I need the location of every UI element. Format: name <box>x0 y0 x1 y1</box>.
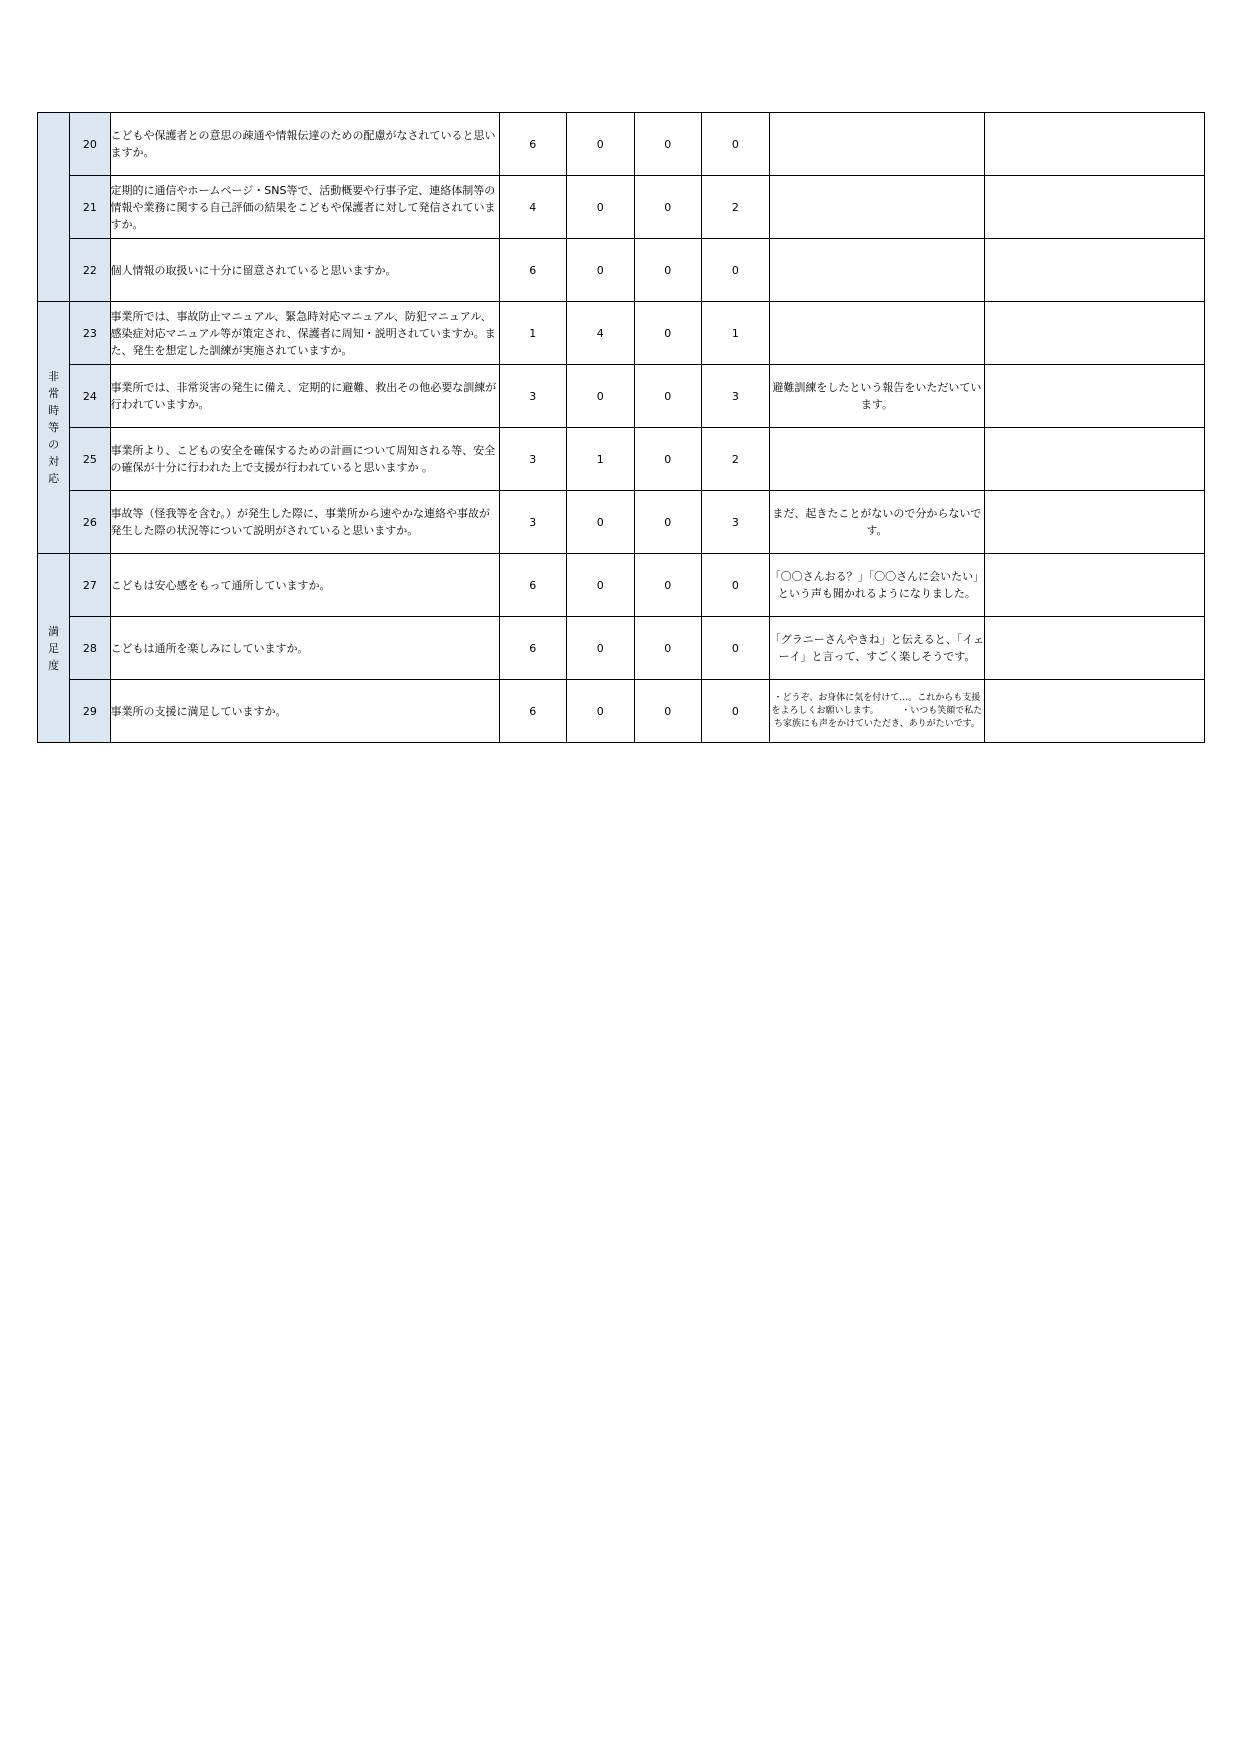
count-no: 0 <box>634 365 702 428</box>
table-row <box>38 491 1205 554</box>
facility-note <box>985 554 1205 617</box>
count-no: 0 <box>634 491 702 554</box>
question-number: 23 <box>70 302 110 365</box>
category-label: 非常時等の対応 <box>48 370 60 485</box>
count-neutral: 0 <box>567 113 635 176</box>
guardian-comment: 「グラニーさんやきね」と伝えると、「イェーイ」と言って、すごく楽しそうです。 <box>769 617 985 680</box>
count-unknown: 0 <box>702 617 770 680</box>
count-unknown: 2 <box>702 428 770 491</box>
count-no: 0 <box>634 239 702 302</box>
count-unknown: 0 <box>702 680 770 743</box>
question-number: 26 <box>70 491 110 554</box>
facility-note <box>985 680 1205 743</box>
facility-note <box>985 302 1205 365</box>
count-neutral: 0 <box>567 176 635 239</box>
count-no: 0 <box>634 428 702 491</box>
count-unknown: 2 <box>702 176 770 239</box>
table-row <box>38 680 1205 743</box>
count-neutral: 0 <box>567 239 635 302</box>
count-yes: 3 <box>499 428 567 491</box>
count-no: 0 <box>634 554 702 617</box>
count-unknown: 3 <box>702 491 770 554</box>
facility-note <box>985 428 1205 491</box>
count-yes: 1 <box>499 302 567 365</box>
count-neutral: 0 <box>567 554 635 617</box>
category-cell-previous <box>38 113 70 302</box>
guardian-comment <box>769 239 985 302</box>
question-text: 事業所では、事故防止マニュアル、緊急時対応マニュアル、防犯マニュアル、感染症対応マニュアル等が策定され、保護者に周知・説明されていますか。また、発生を想定した訓練が実施されていますか。 <box>110 302 499 365</box>
facility-note <box>985 617 1205 680</box>
table-row <box>38 302 1205 365</box>
count-yes: 3 <box>499 365 567 428</box>
question-text: こどもは安心感をもって通所していますか。 <box>110 554 499 617</box>
question-text: 個人情報の取扱いに十分に留意されていると思いますか。 <box>110 239 499 302</box>
question-text: 事業所では、非常災害の発生に備え、定期的に避難、救出その他必要な訓練が行われていますか。 <box>110 365 499 428</box>
count-no: 0 <box>634 617 702 680</box>
question-number: 21 <box>70 176 110 239</box>
count-unknown: 0 <box>702 554 770 617</box>
question-text: こどもや保護者との意思の疎通や情報伝達のための配慮がなされていると思いますか。 <box>110 113 499 176</box>
count-yes: 6 <box>499 554 567 617</box>
question-text: 事業所より、こどもの安全を確保するための計画について周知される等、安全の確保が十分に行われた上で支援が行われていると思いますか 。 <box>110 428 499 491</box>
facility-note <box>985 239 1205 302</box>
count-neutral: 4 <box>567 302 635 365</box>
question-number: 29 <box>70 680 110 743</box>
question-number: 22 <box>70 239 110 302</box>
count-yes: 6 <box>499 113 567 176</box>
table-row <box>38 428 1205 491</box>
question-number: 20 <box>70 113 110 176</box>
count-unknown: 0 <box>702 239 770 302</box>
category-emergency <box>38 302 70 554</box>
guardian-comment: ・どうぞ、お身体に気を付けて…。これからも支援をよろしくお願いします。 ・いつも笑顔で私たち家族にも声をかけていただき、ありがたいです。 <box>769 680 985 743</box>
guardian-comment <box>769 113 985 176</box>
guardian-comment: 避難訓練をしたという報告をいただいています。 <box>769 365 985 428</box>
guardian-comment <box>769 302 985 365</box>
guardian-comment: まだ、起きたことがないので分からないです。 <box>769 491 985 554</box>
facility-note <box>985 491 1205 554</box>
question-number: 27 <box>70 554 110 617</box>
facility-note <box>985 365 1205 428</box>
question-text: こどもは通所を楽しみにしていますか。 <box>110 617 499 680</box>
count-neutral: 1 <box>567 428 635 491</box>
facility-note <box>985 176 1205 239</box>
count-no: 0 <box>634 680 702 743</box>
count-yes: 6 <box>499 239 567 302</box>
count-yes: 6 <box>499 680 567 743</box>
table-row <box>38 113 1205 176</box>
facility-note <box>985 113 1205 176</box>
guardian-comment <box>769 428 985 491</box>
count-yes: 3 <box>499 491 567 554</box>
table-row <box>38 176 1205 239</box>
count-no: 0 <box>634 113 702 176</box>
count-unknown: 0 <box>702 113 770 176</box>
question-text: 事業所の支援に満足していますか。 <box>110 680 499 743</box>
table-row <box>38 617 1205 680</box>
guardian-comment <box>769 176 985 239</box>
question-text: 定期的に通信やホームページ・SNS等で、活動概要や行事予定、連絡体制等の情報や業務に関する自己評価の結果をこどもや保護者に対して発信されていますか。 <box>110 176 499 239</box>
question-number: 24 <box>70 365 110 428</box>
table-row <box>38 554 1205 617</box>
guardian-comment: 「〇〇さんおる？」「〇〇さんに会いたい」という声も聞かれるようになりました。 <box>769 554 985 617</box>
category-satisfaction <box>38 554 70 743</box>
count-yes: 4 <box>499 176 567 239</box>
category-label: 満足度 <box>48 624 60 672</box>
count-neutral: 0 <box>567 617 635 680</box>
question-text: 事故等（怪我等を含む。）が発生した際に、事業所から速やかな連絡や事故が発生した際の状況等について説明がされていると思いますか。 <box>110 491 499 554</box>
question-number: 28 <box>70 617 110 680</box>
count-unknown: 3 <box>702 365 770 428</box>
count-neutral: 0 <box>567 680 635 743</box>
count-no: 0 <box>634 176 702 239</box>
count-neutral: 0 <box>567 365 635 428</box>
table-row <box>38 239 1205 302</box>
survey-results-table <box>37 112 1205 743</box>
count-yes: 6 <box>499 617 567 680</box>
table-row <box>38 365 1205 428</box>
count-unknown: 1 <box>702 302 770 365</box>
count-no: 0 <box>634 302 702 365</box>
question-number: 25 <box>70 428 110 491</box>
count-neutral: 0 <box>567 491 635 554</box>
